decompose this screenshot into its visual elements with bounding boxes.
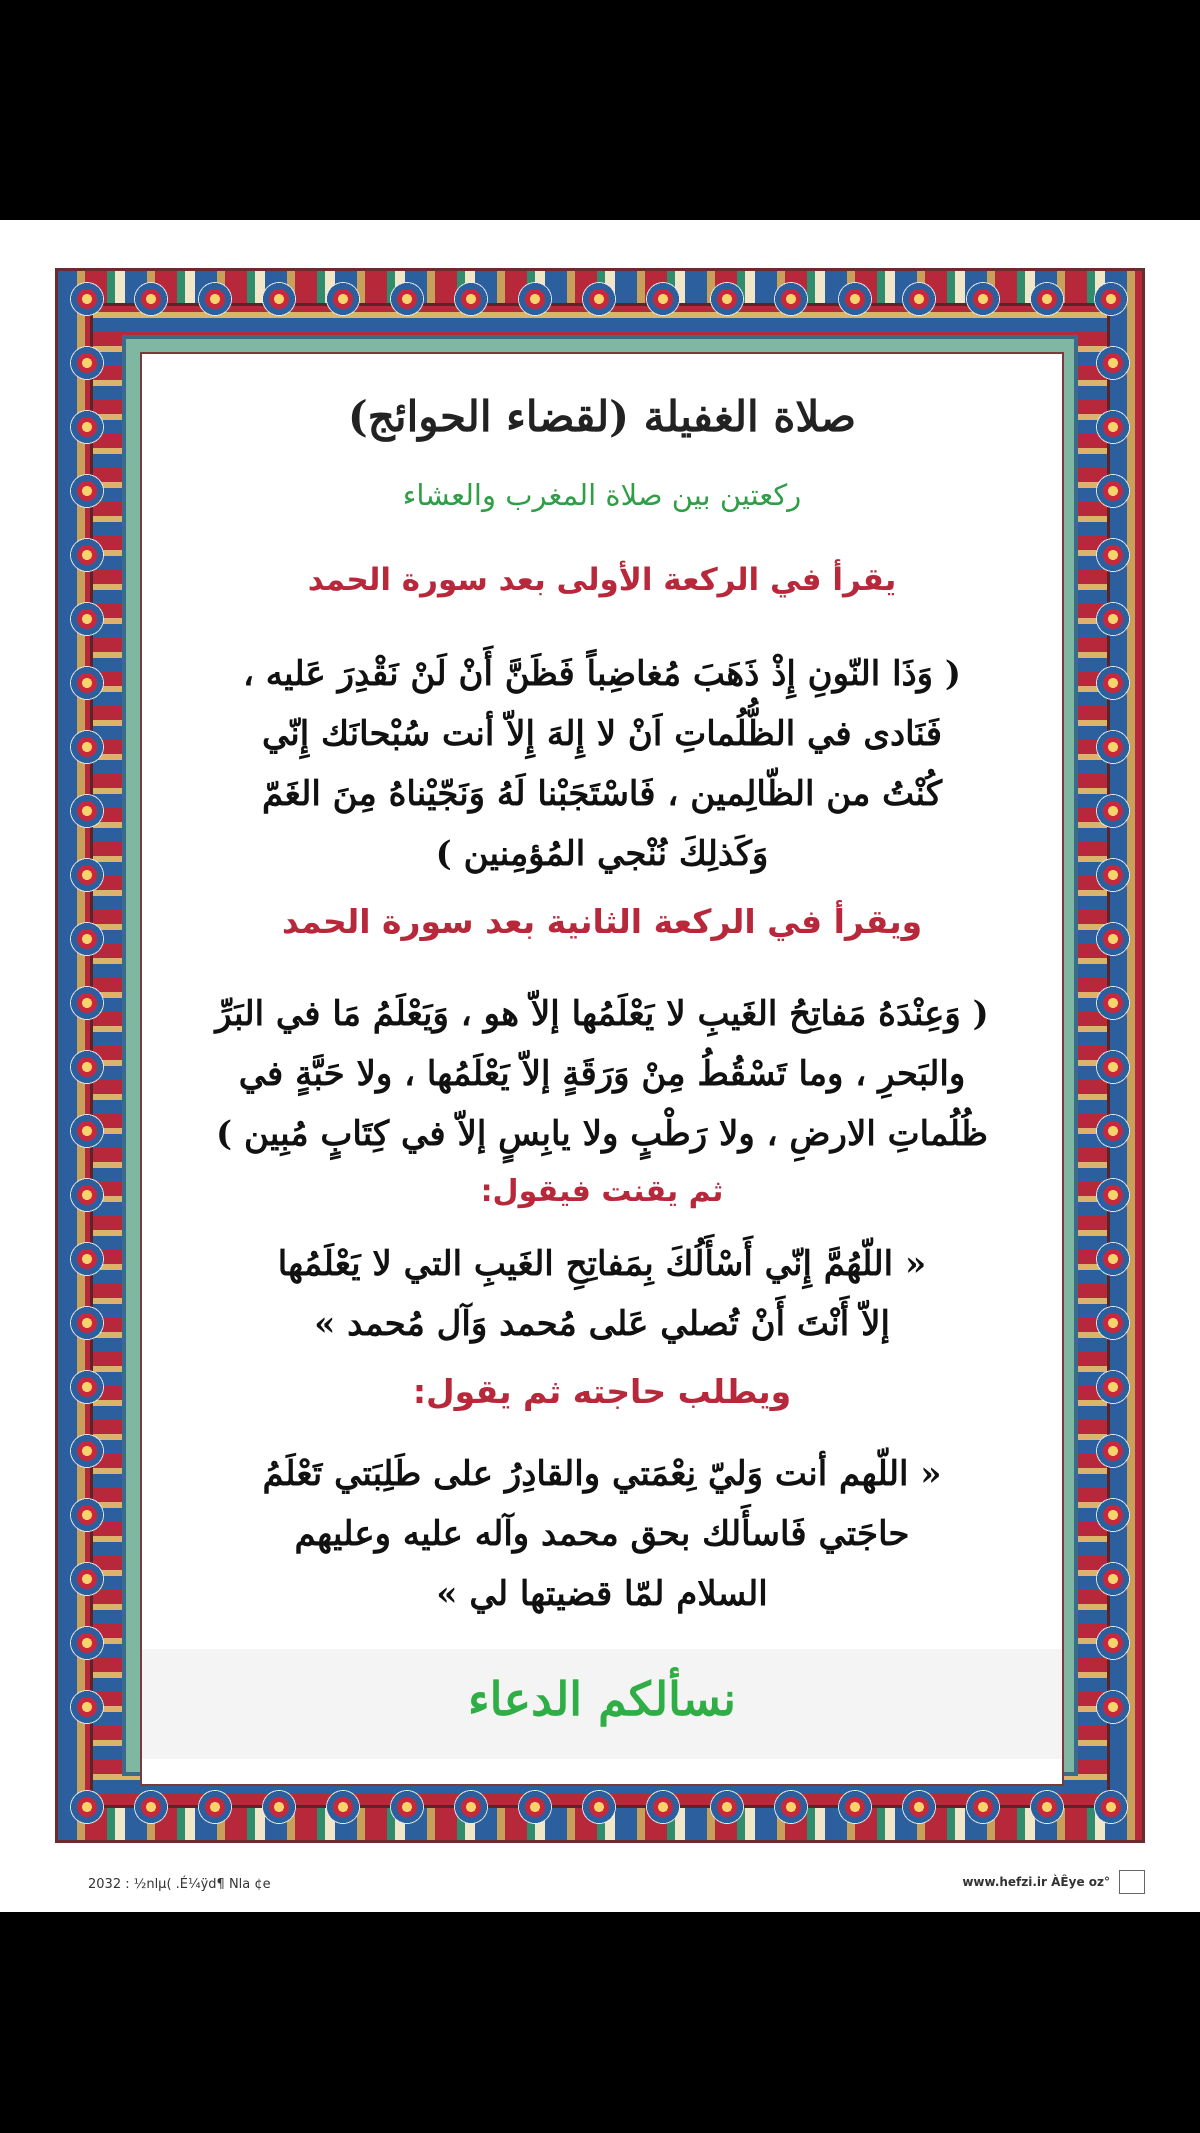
prayer2-block — [142, 1444, 1062, 1624]
border-rosette — [966, 282, 1000, 316]
footer-page-info: 2032 : ½nlµ( .É¼ÿd¶ Nla ¢e — [88, 1877, 271, 1892]
book-icon — [1119, 1870, 1145, 1894]
border-rosette — [454, 1790, 488, 1824]
border-rosette — [70, 410, 104, 444]
border-rosette — [1096, 1370, 1130, 1404]
prayer2-line: « اللّهم أنت وَليّ نِعْمَتي والقادِرُ على طَلِبَتي تَعْلَمُ — [262, 1454, 942, 1494]
border-rosette — [646, 1790, 680, 1824]
border-rosette — [70, 1790, 104, 1824]
border-rosette — [1096, 1050, 1130, 1084]
border-rosette — [838, 1790, 872, 1824]
border-rosette — [1096, 794, 1130, 828]
section1-heading: يقرأ في الركعة الأولى بعد سورة الحمد — [307, 562, 897, 598]
subtitle: ركعتين بين صلاة المغرب والعشاء — [402, 478, 802, 512]
verse1-line: كُنْتُ من الظّالِمين ، فَاسْتَجَبْنا لَهُ وَنَجّيْناهُ مِنَ الغَمّ — [261, 774, 943, 814]
border-rosette — [70, 1690, 104, 1724]
border-rosette — [70, 1306, 104, 1340]
border-rosette — [518, 282, 552, 316]
verse2-block — [142, 984, 1062, 1164]
border-rosette — [70, 794, 104, 828]
border-rosette — [70, 1050, 104, 1084]
verse1-line: وَكَذلِكَ نُنْجي المُؤمِنين ) — [435, 834, 769, 874]
border-rosette — [838, 282, 872, 316]
verse1-line: فَنَادى في الظُّلُماتِ اَنْ لا إِلهَ إِلاّ أنت سُبْحانَك إِنّي — [261, 714, 943, 754]
border-rosette — [710, 282, 744, 316]
border-rosette — [1096, 410, 1130, 444]
border-rosette — [70, 474, 104, 508]
border-rosette — [390, 1790, 424, 1824]
border-rosette — [902, 1790, 936, 1824]
content-panel — [140, 352, 1064, 1786]
border-rosette — [70, 1370, 104, 1404]
border-rosette — [70, 538, 104, 572]
prayer1-block — [142, 1234, 1062, 1354]
border-rosette — [70, 858, 104, 892]
border-rosette — [262, 1790, 296, 1824]
prayer1-line: إلاّ أَنْتَ أَنْ تُصلي عَلى مُحمد وَآل مُحمد » — [314, 1304, 890, 1344]
verse2-line: ظُلُماتِ الارضِ ، ولا رَطْبٍ ولا يابِسٍ إلاّ في كِتَابٍ مُبِين ) — [216, 1114, 988, 1154]
border-rosette — [518, 1790, 552, 1824]
border-rosette — [70, 346, 104, 380]
border-rosette — [70, 282, 104, 316]
border-rosette — [1094, 282, 1128, 316]
prayer2-line: السلام لمّا قضيتها لي » — [436, 1574, 768, 1614]
border-rosette — [710, 1790, 744, 1824]
border-rosette — [1096, 1242, 1130, 1276]
border-rosette — [70, 1434, 104, 1468]
border-rosette — [70, 1498, 104, 1532]
border-rosette — [1096, 922, 1130, 956]
border-rosette — [1096, 1498, 1130, 1532]
border-rosette — [134, 1790, 168, 1824]
border-rosette — [262, 282, 296, 316]
border-rosette — [1096, 730, 1130, 764]
border-rosette — [966, 1790, 1000, 1824]
border-rosette — [1030, 282, 1064, 316]
border-rosette — [1096, 474, 1130, 508]
border-rosette — [70, 986, 104, 1020]
border-rosette — [70, 1178, 104, 1212]
border-rosette — [134, 282, 168, 316]
border-rosette — [1096, 1562, 1130, 1596]
border-rosette — [1096, 1114, 1130, 1148]
border-rosette — [1096, 1178, 1130, 1212]
border-rosette — [326, 282, 360, 316]
border-rosette — [1096, 346, 1130, 380]
section2-heading: ويقرأ في الركعة الثانية بعد سورة الحمد — [281, 902, 923, 941]
border-rosette — [1096, 1306, 1130, 1340]
border-rosette — [1096, 602, 1130, 636]
border-rosette — [70, 1242, 104, 1276]
verse1-line: ( وَذَا النّونِ إِذْ ذَهَبَ مُغاضِباً فَظَنَّ أَنْ لَنْ نَقْدِرَ عَليه ، — [242, 654, 962, 694]
border-rosette — [70, 602, 104, 636]
border-rosette — [70, 922, 104, 956]
section3-heading: ثم يقنت فيقول: — [480, 1174, 724, 1209]
border-rosette — [70, 1626, 104, 1660]
border-rosette — [454, 282, 488, 316]
border-rosette — [70, 666, 104, 700]
verse2-line: والبَحرِ ، وما تَسْقُطُ مِنْ وَرَقَةٍ إلاّ يَعْلَمُها ، ولا حَبَّةٍ في — [238, 1054, 966, 1094]
border-rosette — [326, 1790, 360, 1824]
page-title: صلاة الغفيلة (لقضاء الحوائج) — [347, 392, 857, 441]
closing-text: نسألكم الدعاء — [468, 1672, 736, 1726]
border-rosette — [774, 282, 808, 316]
border-rosette — [1096, 666, 1130, 700]
border-rosette — [1094, 1790, 1128, 1824]
border-rosette — [902, 282, 936, 316]
border-rosette — [1096, 986, 1130, 1020]
footer-website: www.hefzi.ir ÀÊye oz° — [962, 1875, 1110, 1889]
border-rosette — [1096, 1690, 1130, 1724]
border-rosette — [582, 1790, 616, 1824]
verse1-block — [142, 644, 1062, 884]
border-rosette — [198, 1790, 232, 1824]
border-rosette — [70, 1114, 104, 1148]
prayer2-line: حاجَتي فَاسأَلك بحق محمد وآله عليه وعليهم — [294, 1514, 910, 1554]
border-rosette — [1096, 1434, 1130, 1468]
border-rosette — [70, 730, 104, 764]
border-rosette — [70, 1562, 104, 1596]
border-rosette — [390, 282, 424, 316]
border-rosette — [1030, 1790, 1064, 1824]
prayer1-line: « اللّهُمَّ إِنّي أَسْأَلُكَ بِمَفاتِحِ الغَيبِ التي لا يَعْلَمُها — [277, 1244, 927, 1284]
border-rosette — [582, 282, 616, 316]
verse2-line: ( وَعِنْدَهُ مَفاتِحُ الغَيبِ لا يَعْلَمُها إلاّ هو ، وَيَعْلَمُ مَا في البَرِّ — [215, 994, 989, 1034]
border-rosette — [1096, 1626, 1130, 1660]
border-rosette — [1096, 538, 1130, 572]
border-rosette — [646, 282, 680, 316]
border-rosette — [774, 1790, 808, 1824]
section4-heading: ويطلب حاجته ثم يقول: — [412, 1372, 792, 1411]
border-rosette — [198, 282, 232, 316]
border-rosette — [1096, 858, 1130, 892]
